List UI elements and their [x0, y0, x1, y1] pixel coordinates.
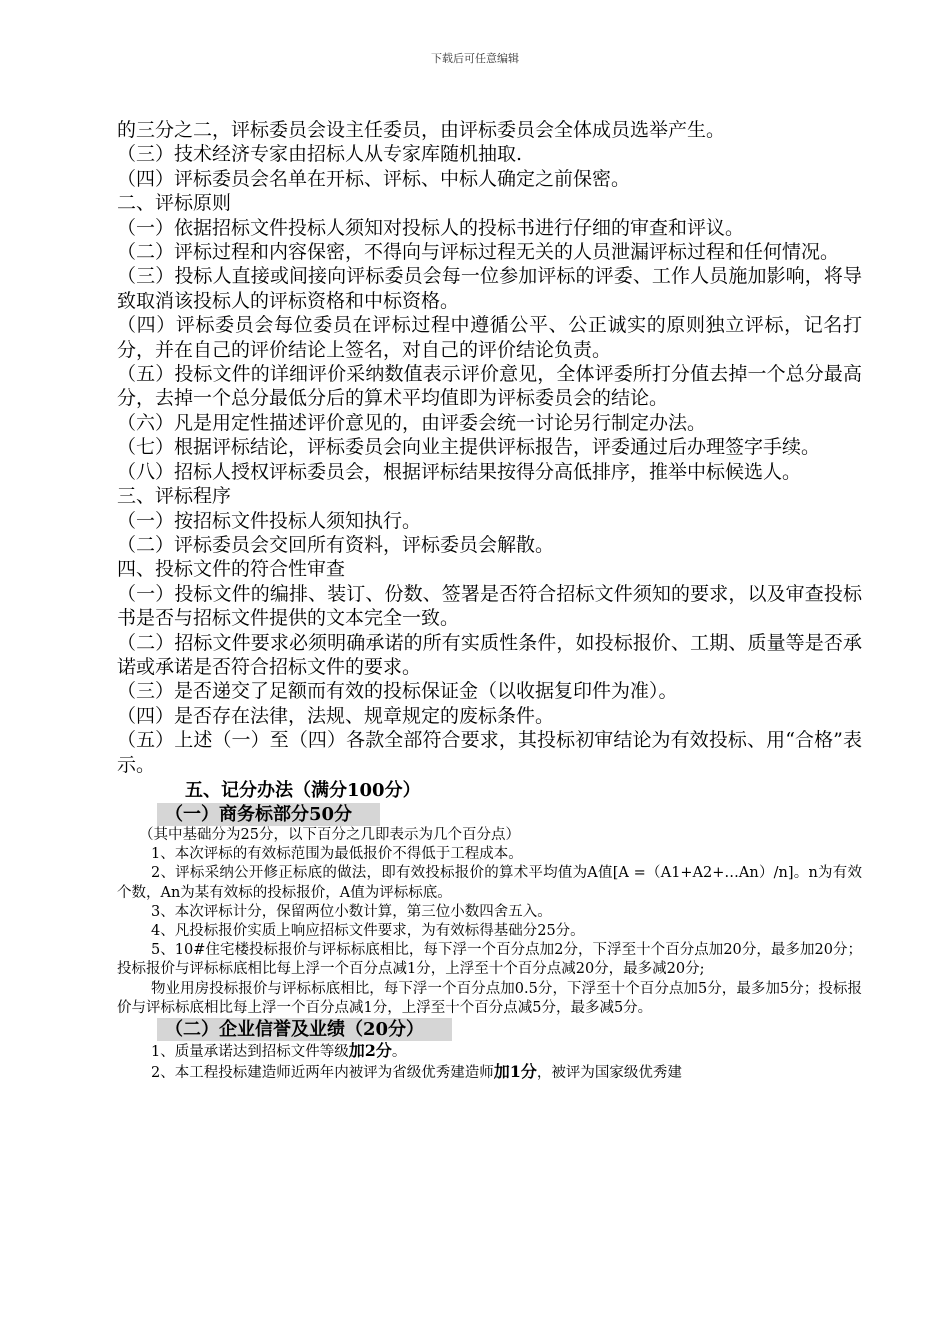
text-run: 。 — [391, 1044, 407, 1060]
text-run: 2、本工程投标建造师近两年内被评为省级优秀建造师 — [151, 1065, 494, 1082]
paragraph: （其中基础分为25分，以下百分之几即表示为几个百分点） — [139, 826, 520, 843]
paragraph: （七）根据评标结论，评标委员会向业主提供评标报告，评委通过后办理签字手续。 — [117, 436, 821, 459]
document-body — [117, 118, 862, 1083]
paragraph: （二）评标过程和内容保密，不得向与评标过程无关的人员泄漏评标过程和任何情况。 — [117, 241, 840, 264]
section-heading: 二、评标原则 — [117, 192, 232, 215]
paragraph: （二）招标文件要求必须明确承诺的所有实质性条件，如投标报价、工期、质量等是否承诺或承诺是否符合招标文件的要求。 — [117, 631, 862, 678]
paragraph: （五）上述（一）至（四）各款全部符合要求，其投标初审结论为有效投标、用“合格”表示。 — [117, 729, 862, 776]
paragraph: （三）技术经济专家由招标人从专家库随机抽取. — [117, 143, 523, 166]
paragraph: （四）评标委员会每位委员在评标过程中遵循公平、公正诚实的原则独立评标，记名打分，并在自己的评价结论上签名，对自己的评价结论负责。 — [117, 314, 862, 361]
paragraph: （五）投标文件的详细评价采纳数值表示评价意见，全体评委所打分值去掉一个总分最高分，去掉一个总分最低分后的算术平均值即为评标委员会的结论。 — [117, 363, 862, 410]
paragraph: 5、10#住宅楼投标报价与评标标底相比，每下浮一个百分点加2分，下浮至十个百分点加20分，最多加20分；投标报价与评标标底相比每上浮一个百分点减1分，上浮至十个百分点减20分，最多减20分; — [117, 942, 862, 978]
credit-section-title: （二）企业信誉及业绩（20分） — [157, 1018, 452, 1041]
paragraph: （三）投标人直接或间接向评标委员会每一位参加评标的评委、工作人员施加影响，将导致取消该投标人的评标资格和中标资格。 — [117, 265, 862, 312]
page-header: 下载后可任意编辑 — [431, 52, 519, 65]
paragraph — [117, 1041, 862, 1062]
text-run: 1、质量承诺达到招标文件等级 — [151, 1044, 349, 1060]
paragraph: （四）是否存在法律，法规、规章规定的废标条件。 — [117, 704, 555, 727]
paragraph: （二）评标委员会交回所有资料，评标委员会解散。 — [117, 533, 555, 556]
section-heading: 三、评标程序 — [117, 485, 232, 508]
paragraph — [117, 1062, 862, 1083]
business-section-title: （一）商务标部分50分 — [157, 803, 380, 826]
section-heading: 四、投标文件的符合性审查 — [117, 558, 346, 581]
paragraph: （四）评标委员会名单在开标、评标、中标人确定之前保密。 — [117, 167, 631, 190]
bold-score: 加1分 — [493, 1062, 537, 1082]
section-5-title: 五、记分办法（满分100分） — [185, 779, 421, 801]
paragraph: （一）按招标文件投标人须知执行。 — [117, 509, 422, 532]
paragraph: 物业用房投标报价与评标标底相比，每下浮一个百分点加0.5分，下浮至十个百分点加5分，最多加5分；投标报价与评标标底相比每上浮一个百分点减1分，上浮至十个百分点减5分，最多减5分。 — [117, 980, 862, 1016]
paragraph: 2、评标采纳公开修正标底的做法，即有效投标报价的算术平均值为A值[A =（A1+A2+…An）/n]。n为有效个数，An为某有效标的投标报价，A值为评标标底。 — [117, 865, 862, 901]
paragraph: 4、凡投标报价实质上响应招标文件要求，为有效标得基础分25分。 — [151, 922, 585, 939]
paragraph: （三）是否递交了足额而有效的投标保证金（以收据复印件为准）。 — [117, 680, 678, 703]
paragraph: （八）招标人授权评标委员会，根据评标结果按得分高低排序，推举中标候选人。 — [117, 460, 802, 483]
paragraph: 3、本次评标计分，保留两位小数计算，第三位小数四舍五入。 — [151, 903, 552, 920]
bold-score: 加2分 — [348, 1041, 392, 1060]
paragraph: （一）投标文件的编排、装订、份数、签署是否符合招标文件须知的要求，以及审查投标书是否与招标文件提供的文本完全一致。 — [117, 582, 862, 630]
paragraph: （六）凡是用定性描述评价意见的，由评委会统一讨论另行制定办法。 — [117, 411, 707, 434]
paragraph: 1、本次评标的有效标范围为最低报价不得低于工程成本。 — [151, 846, 523, 863]
paragraph: （一）依据招标文件投标人须知对投标人的投标书进行仔细的审查和评议。 — [117, 216, 745, 239]
text-run: ，被评为国家级优秀建 — [536, 1065, 682, 1082]
paragraph: 的三分之二，评标委员会设主任委员，由评标委员会全体成员选举产生。 — [117, 119, 726, 141]
